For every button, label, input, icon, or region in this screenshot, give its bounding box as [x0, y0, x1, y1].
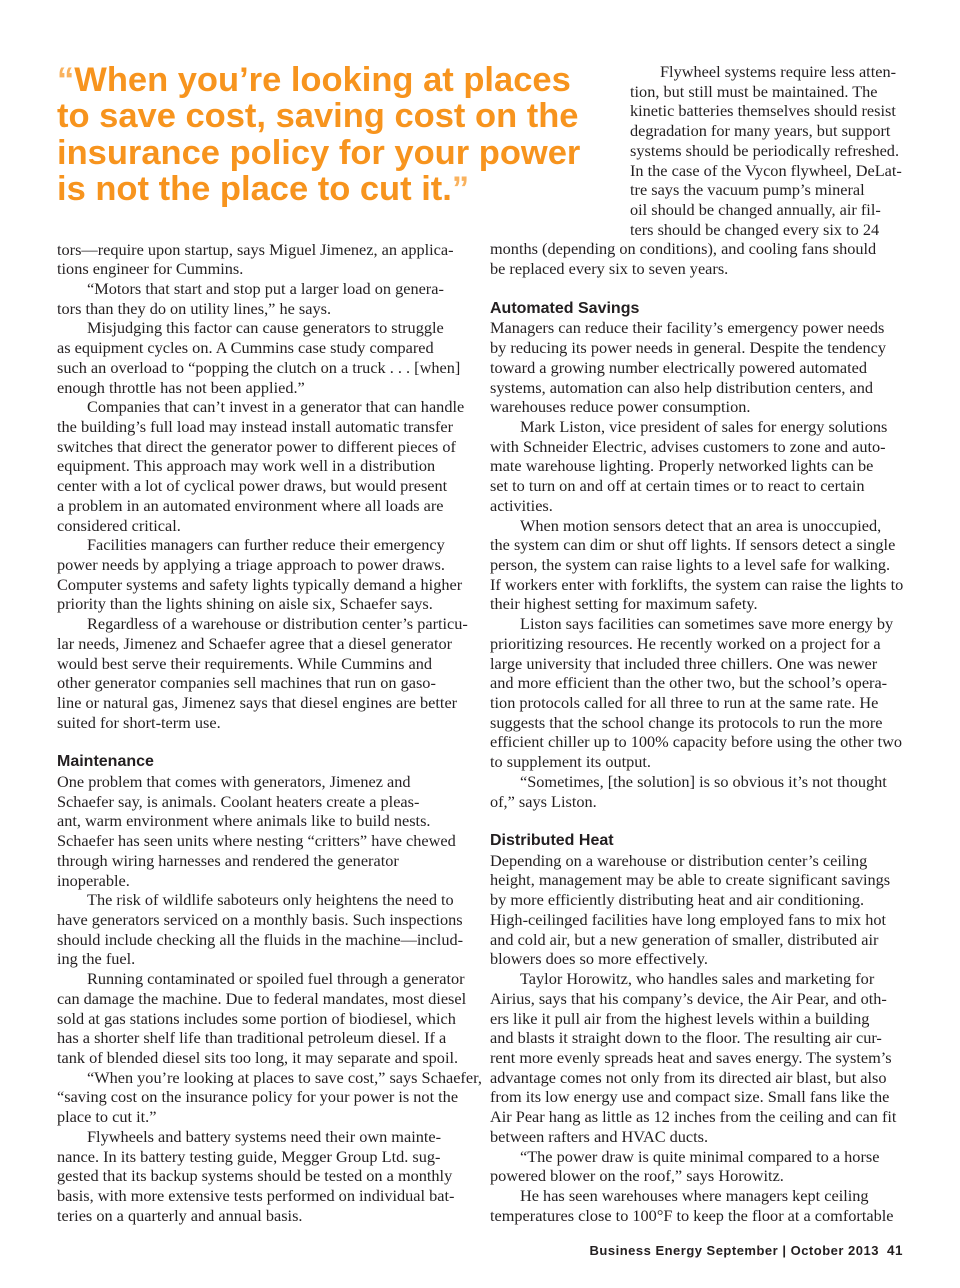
text-line: Running contaminated or spoiled fuel through a generator: [87, 969, 465, 989]
paragraph: [490, 417, 903, 516]
text-line: switches that direct the generator power to different pieces of: [57, 436, 456, 456]
paragraph: [490, 772, 903, 811]
paragraph: [57, 890, 469, 969]
paragraph: [490, 614, 903, 772]
text-line: be replaced every six to seven years.: [490, 259, 729, 279]
text-line: between rafters and HVAC ducts.: [490, 1126, 709, 1146]
text-line: “When you’re looking at places to save cost,” says Schaefer,: [87, 1067, 482, 1087]
paragraph: [57, 614, 469, 732]
text-line: Misjudging this factor can cause generators to struggle: [87, 318, 444, 338]
text-line: tion protocols called for all three to run at the same rate. He: [490, 693, 879, 712]
text-line: person, the system can raise lights to a level safe for walking.: [490, 554, 891, 574]
text-line: efficient chiller up to 100% capacity before using the other two: [490, 732, 903, 752]
paragraph: [490, 851, 903, 969]
text-line: such an overload to “popping the clutch on a truck . . . [when]: [57, 357, 461, 377]
text-line: powered blower on the roof,” says Horowitz.: [490, 1166, 784, 1186]
text-line: ing the fuel.: [57, 949, 136, 969]
text-line: with Schneider Electric, advises customers to zone and auto-: [490, 436, 886, 456]
text-line: enough throttle has not been applied.”: [57, 377, 305, 397]
text-line: He has seen warehouses where managers kept ceiling: [520, 1185, 869, 1205]
text-line: degradation for many years, but support: [630, 121, 891, 141]
text-line: The risk of wildlife saboteurs only heightens the need to: [87, 890, 454, 910]
text-line: warehouses reduce power consumption.: [490, 397, 751, 417]
paragraph: [57, 535, 469, 614]
text-line: as equipment cycles on. A Cummins case study compared: [57, 338, 434, 358]
text-line: Depending on a warehouse or distribution center’s ceiling: [490, 850, 868, 870]
paragraph: [490, 969, 903, 1146]
section-heading: Maintenance: [57, 753, 154, 771]
paragraph: [490, 318, 903, 417]
paragraph: [57, 240, 469, 279]
text-line: “Sometimes, [the solution] is so obvious it’s not thought: [520, 771, 887, 791]
page-footer: [590, 1243, 903, 1259]
text-line: by reducing its power needs in general. Despite the tendency: [490, 338, 887, 358]
section-heading: Distributed Heat: [490, 832, 614, 850]
text-line: line or natural gas, Jimenez says that diesel engines are better: [57, 693, 458, 713]
page-number: 41: [886, 1243, 903, 1258]
text-line: and cold air, but a new generation of smaller, distributed air: [490, 929, 879, 949]
text-line: height, management may be able to create significant savings: [490, 870, 891, 890]
text-line: should include checking all the fluids in the machine—includ-: [57, 929, 464, 949]
text-line: has a shorter shelf life than traditional petroleum diesel. If a: [57, 1028, 447, 1048]
text-line: prioritizing resources. He recently worked on a project for a: [490, 633, 881, 653]
close-quote-mark: ”: [451, 170, 470, 209]
text-line: of,” says Liston.: [490, 791, 597, 811]
text-line: kinetic batteries themselves should resist: [630, 101, 896, 121]
pull-quote-text: insurance policy for your power: [57, 133, 581, 172]
text-line: Flywheels and battery systems need their own mainte-: [87, 1126, 442, 1146]
text-line: center with a lot of cyclical power draws, but would present: [57, 476, 448, 496]
text-line: Schaefer has seen units where nesting “critters” have chewed: [57, 831, 456, 851]
text-line: months (depending on conditions), and cooling fans should: [490, 239, 877, 259]
text-line: “The power draw is quite minimal compared to a horse: [520, 1146, 880, 1166]
text-line: ant, warm environment where animals like to build nests.: [57, 811, 431, 831]
text-line: systems, automation can also help distribution centers, and: [490, 377, 873, 397]
text-line: to supplement its output.: [490, 752, 651, 772]
paragraph: [490, 62, 903, 279]
text-line: Managers can reduce their facility’s emergency power needs: [490, 318, 885, 338]
text-line: a problem in an automated environment where all loads are: [57, 495, 444, 515]
text-line: advantage comes not only from its directed air blast, but also: [490, 1067, 887, 1087]
text-line: “saving cost on the insurance policy for your power is not the: [57, 1087, 459, 1107]
paragraph: [57, 1067, 482, 1127]
paragraph: [490, 1186, 903, 1225]
pull-quote-text: is not the place to cut it.: [57, 170, 452, 209]
pull-quote-text: to save cost, saving cost on the: [57, 97, 579, 136]
text-line: the building’s full load may instead install automatic transfer: [57, 416, 454, 436]
text-line: teries on a quarterly and annual basis.: [57, 1205, 303, 1225]
text-line: activities.: [490, 495, 553, 515]
text-line: Mark Liston, vice president of sales for energy solutions: [520, 416, 888, 436]
text-line: suited for short-term use.: [57, 712, 221, 732]
text-line: temperatures close to 100°F to keep the floor at a comfortable: [490, 1205, 894, 1225]
text-line: suggests that the school change its protocols to run the more: [490, 712, 883, 732]
open-quote-mark: “: [57, 61, 75, 99]
paragraph: [490, 1147, 903, 1186]
text-line: nance. In its battery testing guide, Megger Group Ltd. sug-: [57, 1146, 441, 1166]
text-line: gested that its backup systems should be tested on a monthly: [57, 1166, 453, 1186]
text-line: tions engineer for Cummins.: [57, 259, 244, 279]
text-line: High-ceilinged facilities have long employed fans to mix hot: [490, 909, 887, 929]
text-line: Liston says facilities can sometimes save more energy by: [520, 614, 894, 634]
issue-date: September | October 2013: [706, 1243, 879, 1258]
text-line: Flywheel systems require less atten-: [660, 62, 897, 81]
text-line: “Motors that start and stop put a larger load on genera-: [87, 278, 444, 298]
text-line: considered critical.: [57, 515, 181, 535]
text-line: can damage the machine. Due to federal mandates, most diesel: [57, 988, 467, 1008]
text-line: power needs by applying a triage approach to power draws.: [57, 555, 445, 574]
text-line: Companies that can’t invest in a generator that can handle: [87, 397, 465, 417]
text-line: Schaefer say, is animals. Coolant heaters create a pleas-: [57, 791, 420, 811]
text-line: Regardless of a warehouse or distribution center’s particu-: [87, 614, 468, 634]
text-line: tors than they do on utility lines,” he says.: [57, 298, 332, 318]
text-line: lar needs, Jimenez and Schaefer agree that a diesel generator: [57, 633, 453, 653]
text-line: priority than the lights shining on aisle six, Schaefer says.: [57, 594, 433, 614]
text-line: One problem that comes with generators, Jimenez and: [57, 771, 411, 791]
text-line: tre says the vacuum pump’s mineral: [630, 180, 865, 200]
text-line: oil should be changed annually, air fil-: [630, 200, 881, 220]
text-line: basis, with more extensive tests performed on individual bat-: [57, 1186, 455, 1205]
right-column: [490, 62, 903, 1225]
text-line: other generator companies sell machines that run on gaso-: [57, 673, 436, 693]
text-line: would best serve their requirements. While Cummins and: [57, 653, 432, 673]
text-line: ters should be changed every six to 24: [630, 219, 880, 239]
paragraph: [57, 279, 469, 318]
text-line: Airius, says that his company’s device, the Air Pear, and oth-: [490, 988, 887, 1008]
text-line: systems should be periodically refreshed.: [630, 140, 900, 160]
text-line: set to turn on and off at certain times or to react to certain: [490, 476, 865, 496]
text-line: Computer systems and safety lights typically demand a higher: [57, 574, 463, 594]
paragraph: [57, 1127, 469, 1226]
text-line: place to cut it.”: [57, 1107, 157, 1127]
text-line: If workers enter with forklifts, the system can raise the lights to: [490, 574, 904, 594]
text-line: rent more evenly spreads heat and saves energy. The system’s: [490, 1047, 892, 1067]
text-line: toward a growing number electrically powered automated: [490, 357, 868, 377]
text-line: When motion sensors detect that an area is unoccupied,: [520, 515, 882, 535]
text-line: their highest setting for maximum safety.: [490, 594, 758, 614]
paragraph: [57, 397, 469, 535]
text-line: Taylor Horowitz, who handles sales and marketing for: [520, 969, 875, 989]
text-line: inoperable.: [57, 870, 130, 890]
text-line: have generators serviced on a monthly basis. Such inspections: [57, 909, 463, 929]
text-line: Air Pear hang as little as 12 inches from the ceiling and can fit: [490, 1107, 897, 1127]
text-line: by more efficiently distributing heat and air conditioning.: [490, 890, 865, 910]
paragraph: [490, 516, 903, 615]
text-line: sold at gas stations includes some portion of biodiesel, which: [57, 1008, 456, 1028]
paragraph: [57, 318, 469, 397]
paragraph: [57, 772, 469, 890]
text-line: the system can dim or shut off lights. If sensors detect a single: [490, 535, 896, 555]
text-line: tion, but still must be maintained. The: [630, 81, 878, 101]
text-line: mate warehouse lighting. Properly networked lights can be: [490, 456, 874, 476]
text-line: tors—require upon startup, says Miguel Jimenez, an applica-: [57, 239, 454, 259]
text-line: ers like it pull air from the highest levels within a building: [490, 1008, 870, 1028]
text-line: equipment. This approach may work well in a distribution: [57, 456, 436, 476]
left-column: [57, 239, 482, 1226]
text-line: from its low energy use and compact size. Small fans like the: [490, 1087, 890, 1107]
text-line: and blasts it straight down to the floor. The resulting air cur-: [490, 1028, 882, 1048]
text-line: and more efficient than the other two, but the school’s opera-: [490, 673, 888, 693]
text-line: In the case of the Vycon flywheel, DeLat-: [630, 160, 902, 180]
text-line: tank of blended diesel sits too long, it may separate and spoil.: [57, 1047, 459, 1067]
pull-quote-text: When you’re looking at places: [74, 61, 571, 99]
section-heading: Automated Savings: [490, 299, 640, 317]
publication-name: Business Energy: [589, 1243, 703, 1258]
text-line: through wiring harnesses and rendered the generator: [57, 850, 399, 870]
text-line: large university that included three chillers. One was newer: [490, 653, 878, 673]
text-line: Facilities managers can further reduce their emergency: [87, 535, 445, 555]
text-line: blowers does so more effectively.: [490, 949, 708, 969]
paragraph: [57, 969, 469, 1068]
